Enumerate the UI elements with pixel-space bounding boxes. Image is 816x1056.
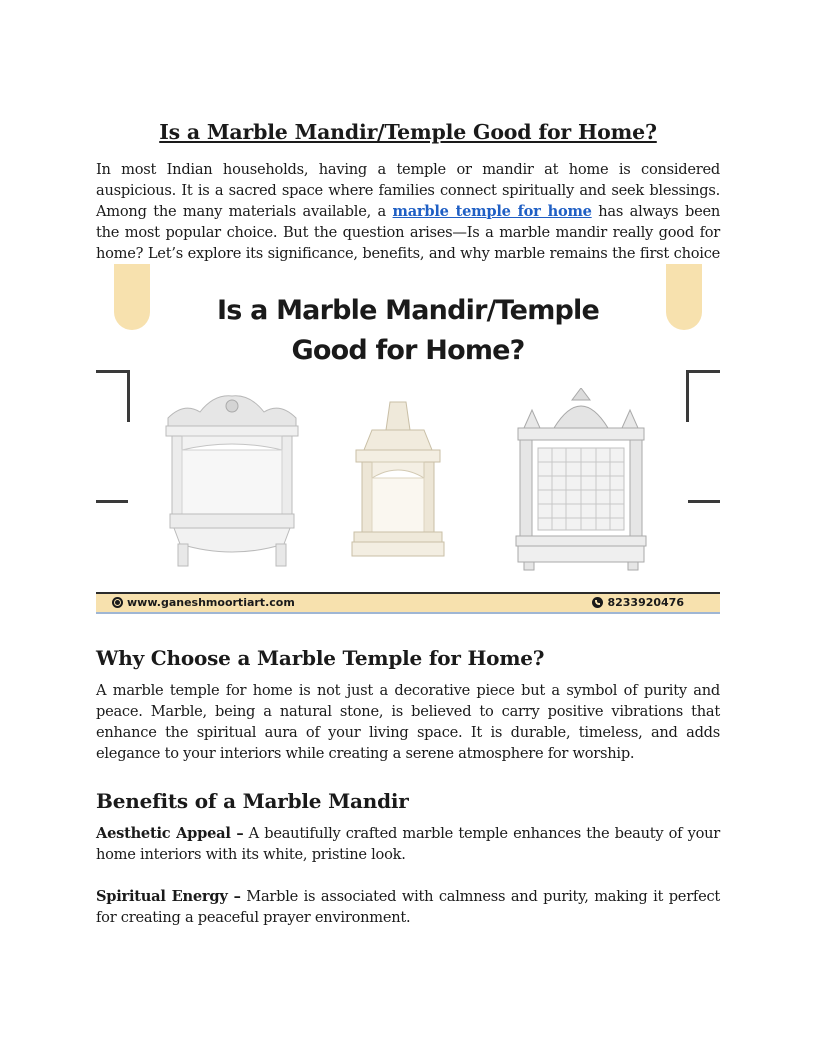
banner-title-line2: Good for Home?	[291, 335, 525, 366]
section-heading-benefits: Benefits of a Marble Mandir	[96, 789, 409, 813]
marble-temple-1-image	[164, 392, 300, 570]
intro-text-start: In most Indian households, having a temple or mandir at home is considered auspicious. It is a sacred space where families connect spiritually and seek blessings. Among the many materials available, a	[96, 161, 720, 220]
page-title: Is a Marble Mandir/Temple Good for Home?	[159, 120, 657, 144]
marble-temple-3-image	[514, 388, 648, 572]
article-banner-image	[96, 264, 720, 616]
right-bracket-bottom	[688, 500, 720, 503]
intro-text-end: has always been the most popular choice. But the question arises—Is a marble mandir really good for home? Let’s explore its significance, benefits, and why marble remains the first choice	[96, 203, 720, 262]
website-label	[112, 596, 295, 609]
phone-icon	[592, 597, 603, 608]
right-bracket-top	[686, 370, 720, 373]
website-text: www.ganeshmoortiart.com	[127, 596, 295, 609]
right-bracket-side	[686, 370, 689, 422]
marble-temple-2-image	[350, 400, 446, 560]
globe-icon	[112, 597, 123, 608]
benefit-item	[96, 886, 720, 928]
banner-title-line1: Is a Marble Mandir/Temple	[216, 295, 600, 326]
phone-label	[592, 596, 684, 609]
left-bracket-bottom	[96, 500, 128, 503]
benefit-text: Marble is associated with calmness and purity, making it perfect for creating a peaceful prayer environment.	[96, 888, 720, 926]
why-choose-paragraph: A marble temple for home is not just a decorative piece but a symbol of purity and peace. Marble, being a natural stone, is believed to carry positive vibrations that enhance the spiritual aura of your living space. It is durable, timeless, and adds elegance to your interiors while creating a serene atmosphere for worship.	[96, 682, 720, 762]
section-heading-why-choose: Why Choose a Marble Temple for Home?	[96, 646, 545, 670]
benefit-text: A beautifully crafted marble temple enhances the beauty of your home interiors with its white, pristine look.	[96, 825, 720, 863]
left-bracket-top	[96, 370, 130, 373]
banner-contact-bar	[96, 592, 720, 614]
phone-text: 8233920476	[607, 596, 684, 609]
benefit-label: Spiritual Energy –	[96, 888, 241, 905]
marble-temple-link[interactable]: marble temple for home	[392, 203, 592, 220]
benefit-item	[96, 823, 720, 865]
benefit-label: Aesthetic Appeal –	[96, 825, 244, 842]
left-bracket-side	[127, 370, 130, 422]
